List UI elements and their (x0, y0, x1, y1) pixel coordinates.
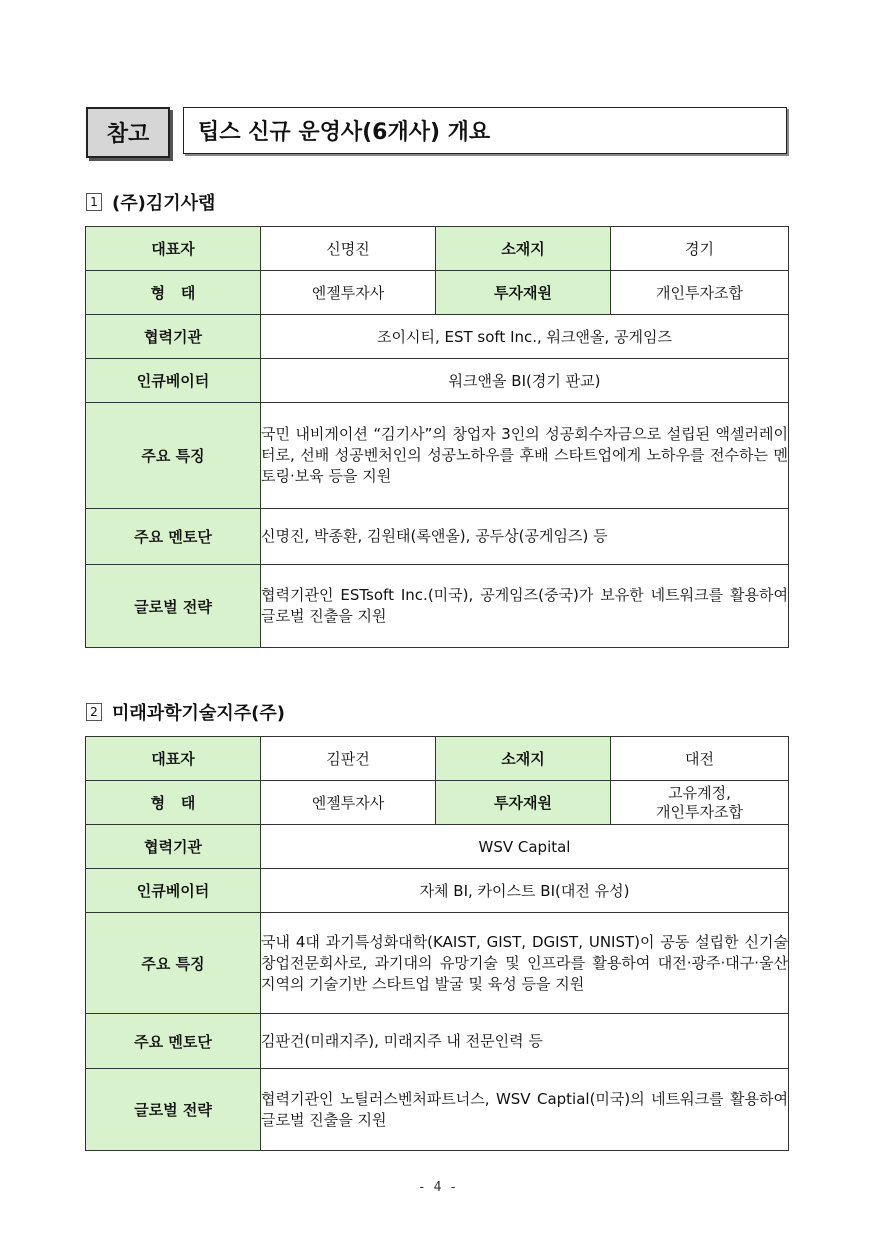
table-row (86, 781, 789, 825)
table-row (86, 1069, 789, 1151)
fund-value-line: 고유계정, (668, 783, 731, 802)
mentor-label: 주요 멘토단 (86, 509, 261, 565)
section-number-box: 2 (86, 703, 102, 721)
rep-value: 김판건 (261, 737, 436, 781)
type-label: 형 태 (86, 271, 261, 315)
section-heading-2 (86, 699, 285, 725)
fund-value-line: 개인투자조합 (656, 802, 743, 821)
type-value: 엔젤투자사 (261, 781, 436, 825)
table-row (86, 869, 789, 913)
partner-label: 협력기관 (86, 825, 261, 869)
company-table-1 (85, 226, 789, 648)
location-label: 소재지 (436, 227, 611, 271)
table-row (86, 271, 789, 315)
table-row (86, 1014, 789, 1069)
incubator-label: 인큐베이터 (86, 359, 261, 403)
table-row (86, 737, 789, 781)
feature-value: 국민 내비게이션 “김기사”의 창업자 3인의 성공회수자금으로 설립된 액셀러레이터로, 선배 성공벤처인의 성공노하우를 후배 스타트업에게 노하우를 전수하는 멘토링·보육 등을 지원 (261, 403, 789, 509)
company-table-2 (85, 736, 789, 1151)
partner-value: WSV Capital (261, 825, 789, 869)
table-row (86, 565, 789, 648)
rep-label: 대표자 (86, 227, 261, 271)
table-row (86, 825, 789, 869)
table-row (86, 509, 789, 565)
feature-value: 국내 4대 과기특성화대학(KAIST, GIST, DGIST, UNIST)이 공동 설립한 신기술창업전문회사로, 과기대의 유망기술 및 인프라를 활용하여 대전·광주·대구·울산 지역의 기술기반 스타트업 발굴 및 육성 등을 지원 (261, 913, 789, 1014)
rep-label: 대표자 (86, 737, 261, 781)
rep-value: 신명진 (261, 227, 436, 271)
partner-value: 조이시티, EST soft Inc., 워크앤올, 공게임즈 (261, 315, 789, 359)
global-value: 협력기관인 노틸러스벤처파트너스, WSV Captial(미국)의 네트워크를 활용하여 글로벌 진출을 지원 (261, 1069, 789, 1151)
location-value: 대전 (611, 737, 789, 781)
partner-label: 협력기관 (86, 315, 261, 359)
table-row (86, 913, 789, 1014)
mentor-value: 신명진, 박종환, 김원태(록앤올), 공두상(공게임즈) 등 (261, 509, 789, 565)
section-title: (주)김기사랩 (112, 193, 216, 214)
incubator-label: 인큐베이터 (86, 869, 261, 913)
global-label: 글로벌 전략 (86, 1069, 261, 1151)
feature-label: 주요 특징 (86, 913, 261, 1014)
table-row (86, 403, 789, 509)
mentor-label: 주요 멘토단 (86, 1014, 261, 1069)
fund-value: 개인투자조합 (611, 271, 789, 315)
incubator-value: 자체 BI, 카이스트 BI(대전 유성) (261, 869, 789, 913)
table-row (86, 359, 789, 403)
fund-label: 투자재원 (436, 781, 611, 825)
type-label: 형 태 (86, 781, 261, 825)
fund-label: 투자재원 (436, 271, 611, 315)
section-heading-1 (86, 189, 215, 215)
fund-value (611, 781, 789, 825)
section-title: 미래과학기술지주(주) (112, 703, 285, 724)
table-row (86, 315, 789, 359)
location-label: 소재지 (436, 737, 611, 781)
reference-tag: 참고 (86, 107, 170, 158)
global-label: 글로벌 전략 (86, 565, 261, 648)
location-value: 경기 (611, 227, 789, 271)
section-number-box: 1 (86, 193, 102, 211)
table-row (86, 227, 789, 271)
mentor-value: 김판건(미래지주), 미래지주 내 전문인력 등 (261, 1014, 789, 1069)
global-value: 협력기관인 ESTsoft Inc.(미국), 공게임즈(중국)가 보유한 네트워크를 활용하여 글로벌 진출을 지원 (261, 565, 789, 648)
feature-label: 주요 특징 (86, 403, 261, 509)
page-title: 팁스 신규 운영사(6개사) 개요 (183, 107, 787, 154)
page-number: - 4 - (417, 1180, 458, 1195)
type-value: 엔젤투자사 (261, 271, 436, 315)
title-bar (86, 107, 791, 156)
incubator-value: 워크앤올 BI(경기 판교) (261, 359, 789, 403)
